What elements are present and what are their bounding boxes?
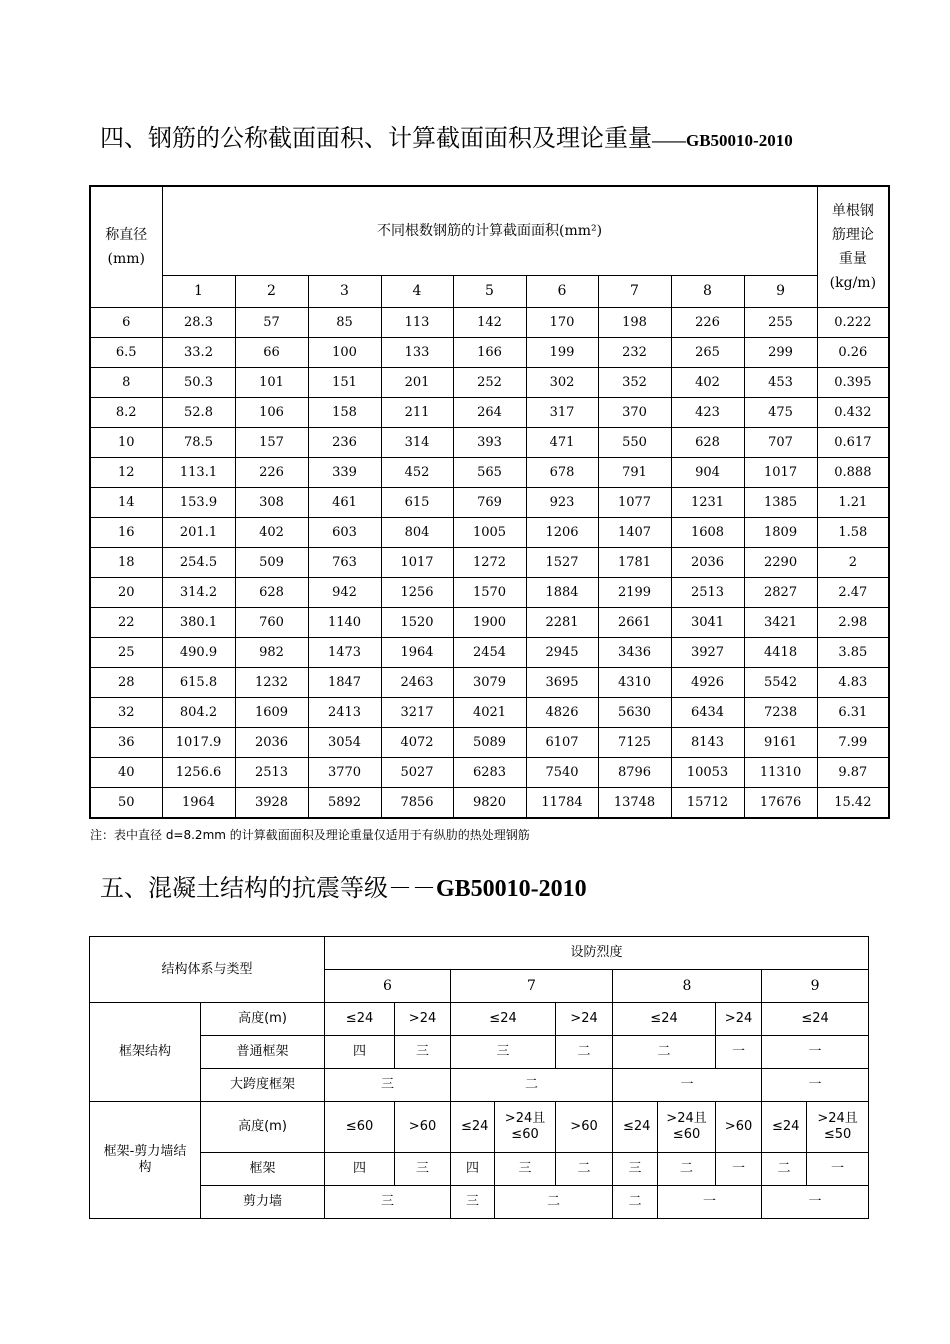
- frame-height-cell: >24: [556, 1003, 613, 1036]
- section-4-standard: ——GB50010-2010: [652, 131, 793, 150]
- area-cell: 113.1: [162, 458, 235, 488]
- count-header: 1: [162, 276, 235, 308]
- area-cell: 490.9: [162, 638, 235, 668]
- count-header: 4: [381, 276, 453, 308]
- diameter-header: 称直径(mm): [90, 186, 162, 308]
- area-cell: 3079: [453, 668, 526, 698]
- area-cell: 1809: [744, 518, 817, 548]
- large-span-frame-label: 大跨度框架: [201, 1069, 325, 1102]
- table-row: [90, 668, 889, 698]
- diameter-cell: 28: [90, 668, 162, 698]
- area-cell: 4310: [598, 668, 671, 698]
- count-header: 7: [598, 276, 671, 308]
- area-cell: 904: [671, 458, 744, 488]
- table-row: [90, 518, 889, 548]
- fs-wall-grade: 二: [613, 1186, 658, 1219]
- normal-frame-grade: 三: [451, 1036, 556, 1069]
- area-cell: 1017.9: [162, 728, 235, 758]
- fs-frame-grade: 一: [716, 1153, 762, 1186]
- diameter-cell: 18: [90, 548, 162, 578]
- area-cell: 13748: [598, 788, 671, 819]
- diameter-cell: 6: [90, 308, 162, 338]
- area-cell: 3421: [744, 608, 817, 638]
- structure-type-header: 结构体系与类型: [90, 937, 325, 1003]
- area-cell: 509: [235, 548, 308, 578]
- area-cell: 791: [598, 458, 671, 488]
- table-row: [90, 368, 889, 398]
- fs-height-cell: >60: [395, 1102, 451, 1153]
- area-cell: 1256: [381, 578, 453, 608]
- fs-frame-label: 框架: [201, 1153, 325, 1186]
- area-cell: 804: [381, 518, 453, 548]
- diameter-cell: 22: [90, 608, 162, 638]
- table-row: [90, 458, 889, 488]
- area-cell: 255: [744, 308, 817, 338]
- fs-frame-grade: 三: [613, 1153, 658, 1186]
- area-cell: 11784: [526, 788, 598, 819]
- weight-cell: 6.31: [817, 698, 889, 728]
- area-cell: 1570: [453, 578, 526, 608]
- area-cell: 707: [744, 428, 817, 458]
- area-cell: 4021: [453, 698, 526, 728]
- area-cell: 3436: [598, 638, 671, 668]
- area-cell: 393: [453, 428, 526, 458]
- degree-8-header: 8: [613, 970, 762, 1003]
- table-row: [90, 398, 889, 428]
- area-cell: 226: [671, 308, 744, 338]
- section-4-title: [100, 118, 793, 153]
- weight-cell: 0.26: [817, 338, 889, 368]
- area-cell: 402: [671, 368, 744, 398]
- diameter-cell: 8.2: [90, 398, 162, 428]
- area-cell: 678: [526, 458, 598, 488]
- table-row: [90, 758, 889, 788]
- area-cell: 1407: [598, 518, 671, 548]
- table-row: [90, 428, 889, 458]
- area-cell: 2290: [744, 548, 817, 578]
- area-cell: 5027: [381, 758, 453, 788]
- fs-wall-grade: 三: [451, 1186, 495, 1219]
- area-cell: 232: [598, 338, 671, 368]
- fs-frame-grade: 二: [658, 1153, 716, 1186]
- diameter-cell: 16: [90, 518, 162, 548]
- area-cell: 1884: [526, 578, 598, 608]
- degree-6-header: 6: [325, 970, 451, 1003]
- area-cell: 28.3: [162, 308, 235, 338]
- area-cell: 6283: [453, 758, 526, 788]
- fs-wall-grade: 三: [325, 1186, 451, 1219]
- table-row: [90, 488, 889, 518]
- area-cell: 15712: [671, 788, 744, 819]
- frame-structure-label: 框架结构: [90, 1003, 201, 1102]
- frame-height-cell: ≤24: [613, 1003, 716, 1036]
- table-row: [90, 698, 889, 728]
- frame-height-cell: ≤24: [762, 1003, 869, 1036]
- rebar-area-table: [89, 185, 890, 819]
- area-cell: 33.2: [162, 338, 235, 368]
- area-cell: 1385: [744, 488, 817, 518]
- area-cell: 2513: [235, 758, 308, 788]
- area-cell: 2036: [235, 728, 308, 758]
- diameter-cell: 25: [90, 638, 162, 668]
- area-cell: 1017: [381, 548, 453, 578]
- count-header: 8: [671, 276, 744, 308]
- intensity-header: 设防烈度: [325, 937, 869, 970]
- area-cell: 453: [744, 368, 817, 398]
- area-cell: 1781: [598, 548, 671, 578]
- normal-frame-label: 普通框架: [201, 1036, 325, 1069]
- area-cell: 8143: [671, 728, 744, 758]
- degree-7-header: 7: [451, 970, 613, 1003]
- area-cell: 3217: [381, 698, 453, 728]
- area-cell: 475: [744, 398, 817, 428]
- diameter-cell: 40: [90, 758, 162, 788]
- area-cell: 1077: [598, 488, 671, 518]
- diameter-cell: 20: [90, 578, 162, 608]
- frame-height-cell: ≤24: [325, 1003, 395, 1036]
- area-cell: 1140: [308, 608, 381, 638]
- area-cell: 628: [235, 578, 308, 608]
- area-cell: 50.3: [162, 368, 235, 398]
- diameter-cell: 6.5: [90, 338, 162, 368]
- area-cell: 226: [235, 458, 308, 488]
- area-cell: 236: [308, 428, 381, 458]
- area-cell: 2661: [598, 608, 671, 638]
- weight-cell: 15.42: [817, 788, 889, 819]
- area-cell: 254.5: [162, 548, 235, 578]
- area-cell: 1272: [453, 548, 526, 578]
- area-cell: 133: [381, 338, 453, 368]
- table-row: [90, 638, 889, 668]
- area-cell: 201: [381, 368, 453, 398]
- area-cell: 1256.6: [162, 758, 235, 788]
- fs-frame-grade: 一: [807, 1153, 869, 1186]
- area-cell: 1847: [308, 668, 381, 698]
- area-cell: 7540: [526, 758, 598, 788]
- diameter-cell: 32: [90, 698, 162, 728]
- area-cell: 158: [308, 398, 381, 428]
- area-cell: 3695: [526, 668, 598, 698]
- fs-height-cell: ≤60: [325, 1102, 395, 1153]
- area-cell: 308: [235, 488, 308, 518]
- table-row: [90, 788, 889, 819]
- fs-wall-grade: 二: [495, 1186, 613, 1219]
- area-cell: 4926: [671, 668, 744, 698]
- fs-frame-grade: 四: [325, 1153, 395, 1186]
- degree-9-header: 9: [762, 970, 869, 1003]
- area-cell: 314.2: [162, 578, 235, 608]
- fs-height-cell: ≤24: [613, 1102, 658, 1153]
- area-cell: 763: [308, 548, 381, 578]
- area-cell: 78.5: [162, 428, 235, 458]
- area-cell: 6107: [526, 728, 598, 758]
- area-cell: 302: [526, 368, 598, 398]
- area-cell: 198: [598, 308, 671, 338]
- area-cell: 5630: [598, 698, 671, 728]
- weight-cell: 9.87: [817, 758, 889, 788]
- section-5-title-text: 五、混凝土结构的抗震等级－－: [100, 874, 436, 902]
- large-span-grade: 一: [613, 1069, 762, 1102]
- fs-height-cell: >60: [716, 1102, 762, 1153]
- table-row: [90, 338, 889, 368]
- normal-frame-grade: 一: [716, 1036, 762, 1069]
- fs-wall-grade: 一: [762, 1186, 869, 1219]
- area-cell: 9161: [744, 728, 817, 758]
- normal-frame-grade: 四: [325, 1036, 395, 1069]
- weight-cell: 2: [817, 548, 889, 578]
- area-group-header: 不同根数钢筋的计算截面面积(mm²): [162, 186, 817, 276]
- area-cell: 628: [671, 428, 744, 458]
- area-cell: 153.9: [162, 488, 235, 518]
- area-cell: 199: [526, 338, 598, 368]
- area-cell: 3770: [308, 758, 381, 788]
- area-cell: 4072: [381, 728, 453, 758]
- area-cell: 1017: [744, 458, 817, 488]
- area-cell: 370: [598, 398, 671, 428]
- fs-shear-wall-label: 剪力墙: [201, 1186, 325, 1219]
- area-cell: 3054: [308, 728, 381, 758]
- frame-shear-structure-label: 框架-剪力墙结构: [90, 1102, 201, 1219]
- fs-frame-grade: 三: [395, 1153, 451, 1186]
- frame-height-label: 高度(m): [201, 1003, 325, 1036]
- area-cell: 157: [235, 428, 308, 458]
- area-cell: 2454: [453, 638, 526, 668]
- area-cell: 2199: [598, 578, 671, 608]
- fs-frame-grade: 二: [556, 1153, 613, 1186]
- area-cell: 8796: [598, 758, 671, 788]
- area-cell: 2036: [671, 548, 744, 578]
- area-cell: 100: [308, 338, 381, 368]
- area-cell: 66: [235, 338, 308, 368]
- area-cell: 264: [453, 398, 526, 428]
- area-cell: 615: [381, 488, 453, 518]
- area-cell: 380.1: [162, 608, 235, 638]
- count-header: 5: [453, 276, 526, 308]
- count-header: 2: [235, 276, 308, 308]
- area-cell: 151: [308, 368, 381, 398]
- seismic-grade-table: [89, 936, 869, 1219]
- area-cell: 565: [453, 458, 526, 488]
- weight-cell: 1.58: [817, 518, 889, 548]
- diameter-cell: 12: [90, 458, 162, 488]
- area-cell: 170: [526, 308, 598, 338]
- normal-frame-grade: 一: [762, 1036, 869, 1069]
- diameter-cell: 10: [90, 428, 162, 458]
- area-cell: 2513: [671, 578, 744, 608]
- area-cell: 85: [308, 308, 381, 338]
- area-cell: 7238: [744, 698, 817, 728]
- large-span-grade: 三: [325, 1069, 451, 1102]
- large-span-grade: 一: [762, 1069, 869, 1102]
- area-cell: 1608: [671, 518, 744, 548]
- area-cell: 615.8: [162, 668, 235, 698]
- area-cell: 1964: [381, 638, 453, 668]
- weight-cell: 2.47: [817, 578, 889, 608]
- area-cell: 352: [598, 368, 671, 398]
- area-cell: 106: [235, 398, 308, 428]
- area-cell: 3927: [671, 638, 744, 668]
- table-note: 注：表中直径 d=8.2mm 的计算截面面积及理论重量仅适用于有纵肋的热处理钢筋: [90, 828, 530, 842]
- fs-wall-grade: 一: [658, 1186, 762, 1219]
- frame-height-cell: ≤24: [451, 1003, 556, 1036]
- fs-frame-grade: 二: [762, 1153, 807, 1186]
- count-header: 3: [308, 276, 381, 308]
- area-cell: 1609: [235, 698, 308, 728]
- area-cell: 1473: [308, 638, 381, 668]
- fs-height-cell: >60: [556, 1102, 613, 1153]
- area-cell: 923: [526, 488, 598, 518]
- diameter-cell: 36: [90, 728, 162, 758]
- area-cell: 10053: [671, 758, 744, 788]
- area-cell: 982: [235, 638, 308, 668]
- area-cell: 166: [453, 338, 526, 368]
- weight-cell: 0.888: [817, 458, 889, 488]
- section-4-title-text: 四、钢筋的公称截面面积、计算截面面积及理论重量: [100, 124, 652, 152]
- fs-height-cell: >24且≤60: [658, 1102, 716, 1153]
- area-cell: 7125: [598, 728, 671, 758]
- area-cell: 211: [381, 398, 453, 428]
- table-row: [90, 578, 889, 608]
- area-cell: 142: [453, 308, 526, 338]
- area-cell: 17676: [744, 788, 817, 819]
- weight-cell: 0.617: [817, 428, 889, 458]
- area-cell: 6434: [671, 698, 744, 728]
- area-cell: 52.8: [162, 398, 235, 428]
- table-row: [90, 548, 889, 578]
- area-cell: 2413: [308, 698, 381, 728]
- area-cell: 2281: [526, 608, 598, 638]
- section-5-standard: GB50010-2010: [436, 876, 587, 902]
- area-cell: 550: [598, 428, 671, 458]
- fs-height-cell: >24且≤60: [495, 1102, 556, 1153]
- fs-height-cell: ≤24: [762, 1102, 807, 1153]
- area-cell: 423: [671, 398, 744, 428]
- area-cell: 471: [526, 428, 598, 458]
- frame-height-cell: >24: [716, 1003, 762, 1036]
- area-cell: 452: [381, 458, 453, 488]
- area-cell: 2945: [526, 638, 598, 668]
- area-cell: 1231: [671, 488, 744, 518]
- weight-cell: 1.21: [817, 488, 889, 518]
- weight-cell: 0.395: [817, 368, 889, 398]
- area-cell: 5089: [453, 728, 526, 758]
- area-cell: 339: [308, 458, 381, 488]
- area-cell: 101: [235, 368, 308, 398]
- area-cell: 317: [526, 398, 598, 428]
- fs-height-cell: ≤24: [451, 1102, 495, 1153]
- area-cell: 11310: [744, 758, 817, 788]
- area-cell: 1232: [235, 668, 308, 698]
- area-cell: 7856: [381, 788, 453, 819]
- area-cell: 804.2: [162, 698, 235, 728]
- normal-frame-grade: 三: [395, 1036, 451, 1069]
- fs-frame-grade: 四: [451, 1153, 495, 1186]
- weight-cell: 7.99: [817, 728, 889, 758]
- area-cell: 461: [308, 488, 381, 518]
- fs-height-cell: >24且≤50: [807, 1102, 869, 1153]
- large-span-grade: 二: [451, 1069, 613, 1102]
- area-cell: 402: [235, 518, 308, 548]
- area-cell: 5892: [308, 788, 381, 819]
- area-cell: 314: [381, 428, 453, 458]
- area-cell: 603: [308, 518, 381, 548]
- area-cell: 265: [671, 338, 744, 368]
- area-cell: 2463: [381, 668, 453, 698]
- normal-frame-grade: 二: [556, 1036, 613, 1069]
- diameter-cell: 50: [90, 788, 162, 819]
- weight-cell: 0.222: [817, 308, 889, 338]
- area-cell: 3928: [235, 788, 308, 819]
- area-cell: 113: [381, 308, 453, 338]
- fs-height-label: 高度(m): [201, 1102, 325, 1153]
- fs-frame-grade: 三: [495, 1153, 556, 1186]
- area-cell: 760: [235, 608, 308, 638]
- area-cell: 4418: [744, 638, 817, 668]
- diameter-cell: 8: [90, 368, 162, 398]
- area-cell: 252: [453, 368, 526, 398]
- table-row: [90, 728, 889, 758]
- table-row: [90, 308, 889, 338]
- area-cell: 1964: [162, 788, 235, 819]
- area-cell: 1520: [381, 608, 453, 638]
- area-cell: 942: [308, 578, 381, 608]
- area-cell: 57: [235, 308, 308, 338]
- section-5-title: [100, 868, 587, 903]
- area-cell: 4826: [526, 698, 598, 728]
- area-cell: 9820: [453, 788, 526, 819]
- frame-height-cell: >24: [395, 1003, 451, 1036]
- area-cell: 5542: [744, 668, 817, 698]
- weight-header: 单根钢筋理论重量(kg/m): [817, 186, 889, 308]
- count-header: 9: [744, 276, 817, 308]
- area-cell: 299: [744, 338, 817, 368]
- weight-cell: 0.432: [817, 398, 889, 428]
- area-cell: 1527: [526, 548, 598, 578]
- area-cell: 3041: [671, 608, 744, 638]
- area-cell: 1206: [526, 518, 598, 548]
- table-row: [90, 608, 889, 638]
- weight-cell: 4.83: [817, 668, 889, 698]
- normal-frame-grade: 二: [613, 1036, 716, 1069]
- area-cell: 2827: [744, 578, 817, 608]
- count-header: 6: [526, 276, 598, 308]
- area-cell: 201.1: [162, 518, 235, 548]
- area-cell: 769: [453, 488, 526, 518]
- weight-cell: 2.98: [817, 608, 889, 638]
- area-cell: 1900: [453, 608, 526, 638]
- diameter-cell: 14: [90, 488, 162, 518]
- area-cell: 1005: [453, 518, 526, 548]
- weight-cell: 3.85: [817, 638, 889, 668]
